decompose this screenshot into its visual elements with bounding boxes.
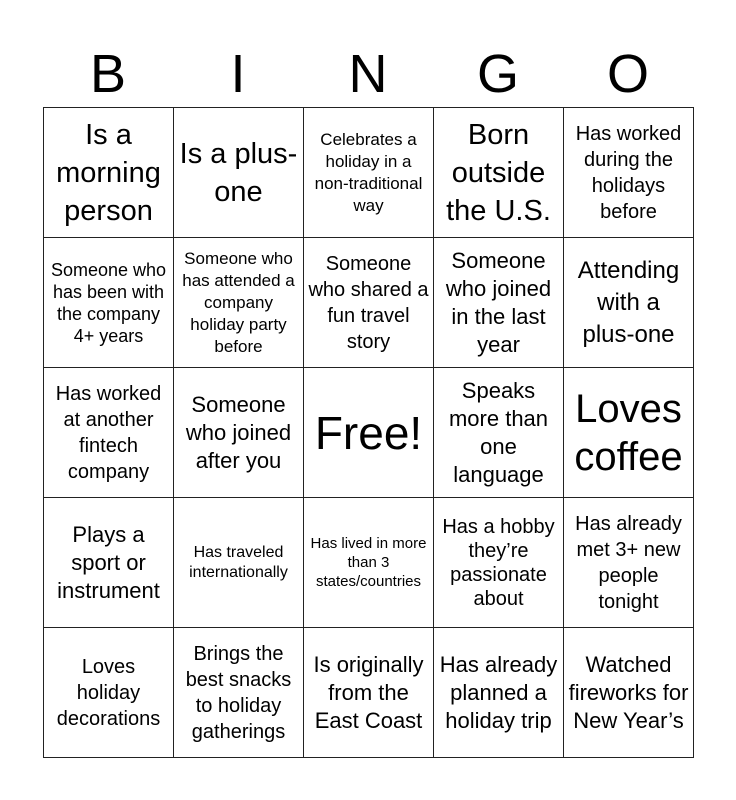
- cell-text: Loves coffee: [574, 386, 683, 479]
- bingo-cell[interactable]: [564, 108, 694, 238]
- cell-text: Someone who joined in the last year: [445, 247, 552, 357]
- bingo-row: [44, 238, 694, 368]
- bingo-cell[interactable]: [44, 108, 174, 238]
- bingo-cell[interactable]: [44, 238, 174, 368]
- bingo-grid: [43, 107, 694, 758]
- free-space[interactable]: [304, 368, 434, 498]
- cell-text: Born outside the U.S.: [446, 118, 551, 227]
- bingo-cell[interactable]: [564, 368, 694, 498]
- cell-text: Someone who shared a fun travel story: [308, 252, 429, 353]
- cell-text: Has worked during the holidays before: [575, 122, 682, 223]
- cell-text: Someone who has attended a company holiday party before: [182, 248, 295, 356]
- cell-text: Has already met 3+ new people tonight: [575, 512, 682, 613]
- cell-text: Is a morning person: [56, 118, 161, 227]
- cell-text: Has already planned a holiday trip: [439, 651, 558, 733]
- bingo-cell[interactable]: [434, 108, 564, 238]
- bingo-cell[interactable]: [174, 368, 304, 498]
- bingo-header: [43, 40, 693, 108]
- bingo-cell[interactable]: [564, 498, 694, 628]
- bingo-cell[interactable]: [564, 628, 694, 758]
- bingo-row: [44, 498, 694, 628]
- cell-text: Plays a sport or instrument: [57, 521, 160, 603]
- cell-text: Is originally from the East Coast: [313, 651, 424, 733]
- cell-text: Loves holiday decorations: [56, 655, 161, 730]
- header-letter-i: I: [230, 44, 246, 104]
- bingo-cell[interactable]: [174, 108, 304, 238]
- header-letter-b: B: [89, 44, 127, 104]
- cell-text: Speaks more than one language: [448, 377, 549, 487]
- cell-text: Someone who joined after you: [185, 391, 292, 473]
- bingo-cell[interactable]: [174, 238, 304, 368]
- bingo-cell[interactable]: [174, 628, 304, 758]
- header-letter-n: N: [348, 44, 388, 104]
- cell-text: Brings the best snacks to holiday gatherings: [185, 642, 292, 743]
- cell-text: Has worked at another fintech company: [55, 382, 162, 483]
- bingo-cell[interactable]: [434, 498, 564, 628]
- bingo-cell[interactable]: [304, 628, 434, 758]
- cell-text: Has lived in more than 3 states/countries: [310, 535, 427, 590]
- cell-text: Someone who has been with the company 4+ years: [50, 259, 167, 346]
- cell-text: Has traveled internationally: [189, 543, 288, 581]
- bingo-cell[interactable]: [304, 108, 434, 238]
- cell-text: Attending with a plus-one: [577, 256, 680, 348]
- bingo-row: [44, 628, 694, 758]
- cell-text: Has a hobby they’re passionate about: [442, 515, 555, 610]
- bingo-cell[interactable]: [434, 368, 564, 498]
- bingo-row: [44, 108, 694, 238]
- header-letter-g: G: [476, 44, 519, 104]
- bingo-cell[interactable]: [44, 628, 174, 758]
- bingo-cell[interactable]: [304, 238, 434, 368]
- bingo-cell[interactable]: [434, 238, 564, 368]
- bingo-cell[interactable]: [44, 368, 174, 498]
- bingo-cell[interactable]: [44, 498, 174, 628]
- bingo-row: [44, 368, 694, 498]
- bingo-cell[interactable]: [434, 628, 564, 758]
- bingo-cell[interactable]: [564, 238, 694, 368]
- cell-text: Is a plus-one: [179, 137, 298, 208]
- cell-text: Watched fireworks for New Year’s: [568, 651, 689, 733]
- cell-text: Celebrates a holiday in a non-traditional way: [314, 129, 423, 215]
- cell-text: Free!: [314, 406, 423, 459]
- header-letter-o: O: [606, 44, 649, 104]
- bingo-cell[interactable]: [304, 498, 434, 628]
- bingo-cell[interactable]: [174, 498, 304, 628]
